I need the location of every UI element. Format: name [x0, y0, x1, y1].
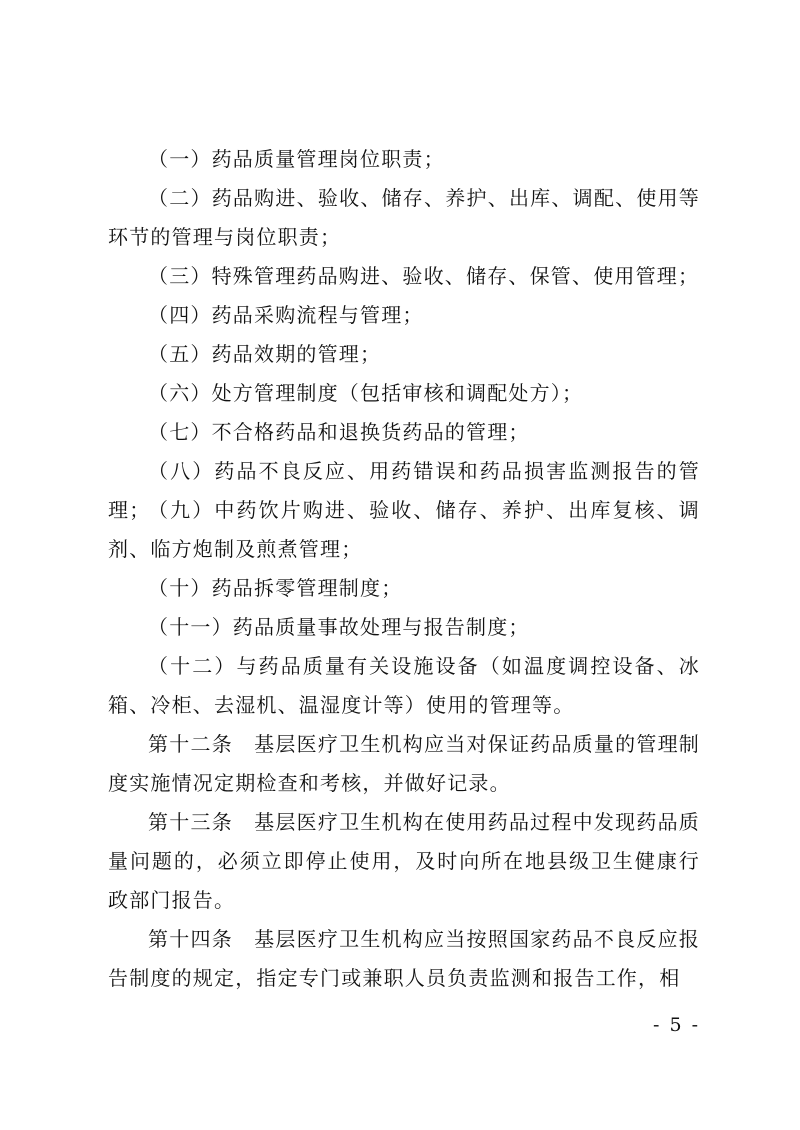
- list-item: （七）不合格药品和退换货药品的管理；: [148, 420, 530, 444]
- article-paragraph: 第十四条 基层医疗卫生机构应当按照国家药品不良反应报告制度的规定，指定专门或兼职人员负责监测和报告工作，相: [108, 927, 700, 990]
- list-item: （十一）药品质量事故处理与报告制度；: [148, 615, 530, 639]
- list-item: （一）药品质量管理岗位职责；: [148, 147, 445, 171]
- list-item: （六）处方管理制度（包括审核和调配处方）；: [148, 381, 584, 405]
- list-item: （四）药品采购流程与管理；: [148, 303, 424, 327]
- article-paragraph: 第十二条 基层医疗卫生机构应当对保证药品质量的管理制度实施情况定期检查和考核，并做好记录。: [108, 732, 700, 795]
- list-item: （二）药品购进、验收、储存、养护、出库、调配、使用等环节的管理与岗位职责；: [108, 186, 700, 249]
- list-item: （十）药品拆零管理制度；: [148, 576, 403, 600]
- list-item: （十二）与药品质量有关设施设备（如温度调控设备、冰箱、冷柜、去湿机、温湿度计等）使用的管理等。: [108, 654, 700, 717]
- list-item: （九）中药饮片购进、验收、储存、养护、出库复核、调剂、临方炮制及煎煮管理；: [108, 498, 700, 561]
- list-item: （五）药品效期的管理；: [148, 342, 382, 366]
- article-paragraph: 第十三条 基层医疗卫生机构在使用药品过程中发现药品质量问题的，必须立即停止使用，及时向所在地县级卫生健康行政部门报告。: [108, 810, 700, 912]
- list-item: （八）药品不良反应、用药错误和药品损害监测报告的管理；: [108, 459, 700, 522]
- page-number: - 5 -: [652, 1014, 700, 1036]
- list-item: （三）特殊管理药品购进、验收、储存、保管、使用管理；: [148, 264, 700, 288]
